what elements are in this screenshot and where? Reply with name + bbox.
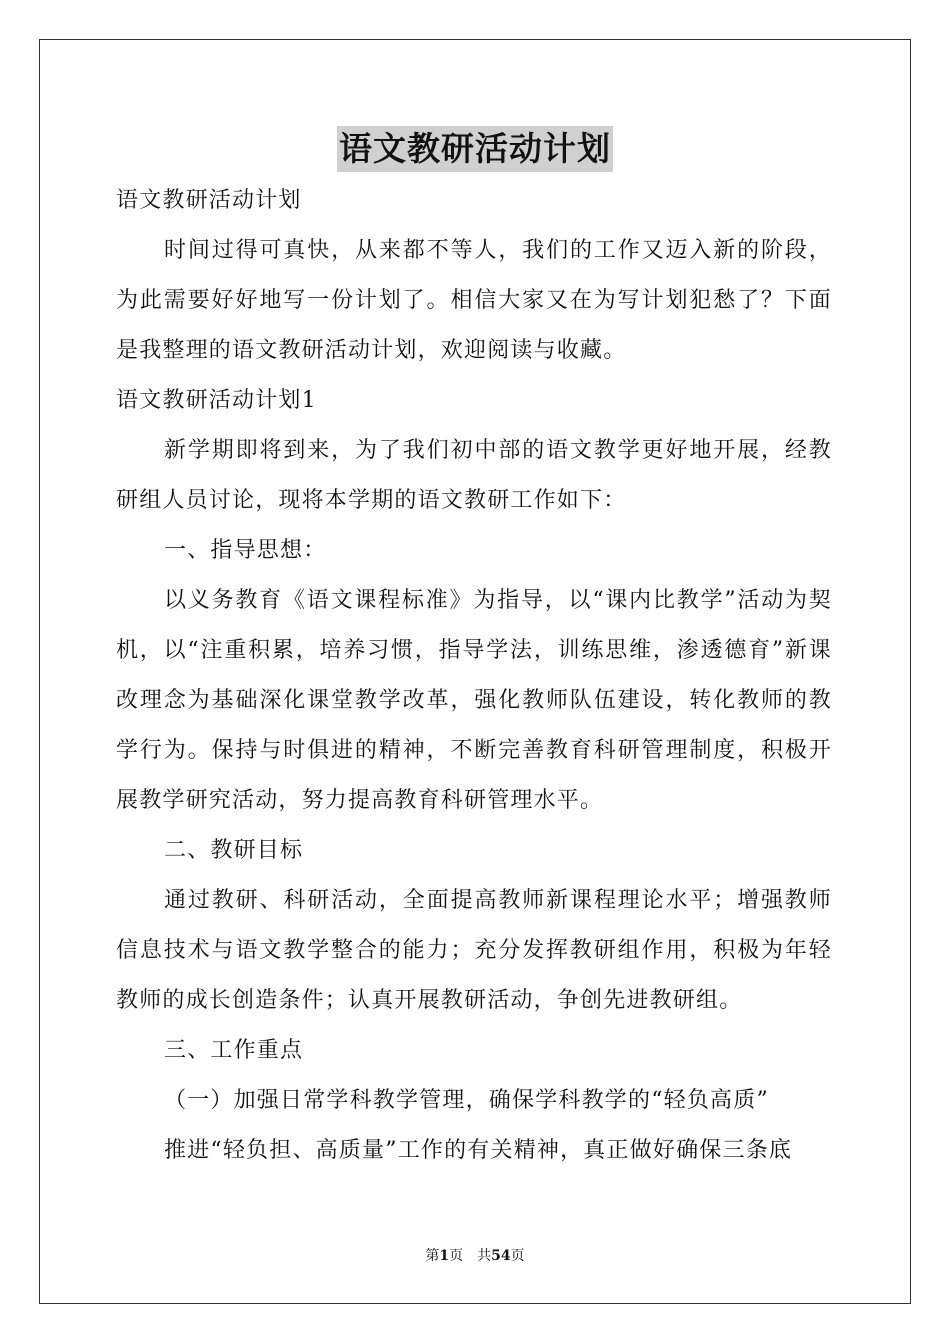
document-body: [116, 176, 832, 1176]
subtitle-paragraph: 语文教研活动计划: [116, 188, 302, 213]
body-paragraph: 新学期即将到来，为了我们初中部的语文教学更好地开展，经教研组人员讨论，现将本学期的语文教研工作如下：: [116, 438, 832, 513]
heading-work-focus: 三、工作重点: [164, 1038, 304, 1063]
footer-page-number: 1: [439, 1248, 450, 1264]
page-footer: [0, 1245, 950, 1265]
body-paragraph: 通过教研、科研活动，全面提高教师新课程理论水平；增强教师信息技术与语文教学整合的能力；充分发挥教研组作用，积极为年轻教师的成长创造条件；认真开展教研活动，争创先进教研组。: [116, 888, 832, 1013]
body-paragraph: 以义务教育《语文课程标准》为指导，以“课内比教学”活动为契机，以“注重积累，培养习惯，指导学法，训练思维，渗透德育”新课改理念为基础深化课堂教学改革，强化教师队伍建设，转化教师的教学行为。保持与时俱进的精神，不断完善教育科研管理制度，积极开展教学研究活动，努力提高教育科研管理水平。: [116, 588, 832, 813]
section-heading: 语文教研活动计划1: [116, 388, 317, 413]
heading-research-goals: 二、教研目标: [164, 838, 304, 863]
footer-total-pages: 54: [491, 1248, 511, 1264]
footer-prefix: 第: [425, 1248, 440, 1264]
footer-total-suffix: 页: [510, 1248, 525, 1264]
footer-page-suffix: 页: [449, 1248, 464, 1264]
document-title: 语文教研活动计划: [337, 126, 613, 172]
footer-total-prefix: 共: [477, 1248, 492, 1264]
body-paragraph: 推进“轻负担、高质量”工作的有关精神，真正做好确保三条底: [164, 1138, 793, 1163]
title-container: [0, 126, 950, 172]
subheading-item-1: （一）加强日常学科教学管理，确保学科教学的“轻负高质”: [164, 1088, 769, 1113]
heading-guiding-thought: 一、指导思想：: [164, 538, 327, 563]
intro-paragraph: 时间过得可真快，从来都不等人，我们的工作又迈入新的阶段，为此需要好好地写一份计划了。相信大家又在为写计划犯愁了？下面是我整理的语文教研活动计划，欢迎阅读与收藏。: [116, 238, 832, 363]
